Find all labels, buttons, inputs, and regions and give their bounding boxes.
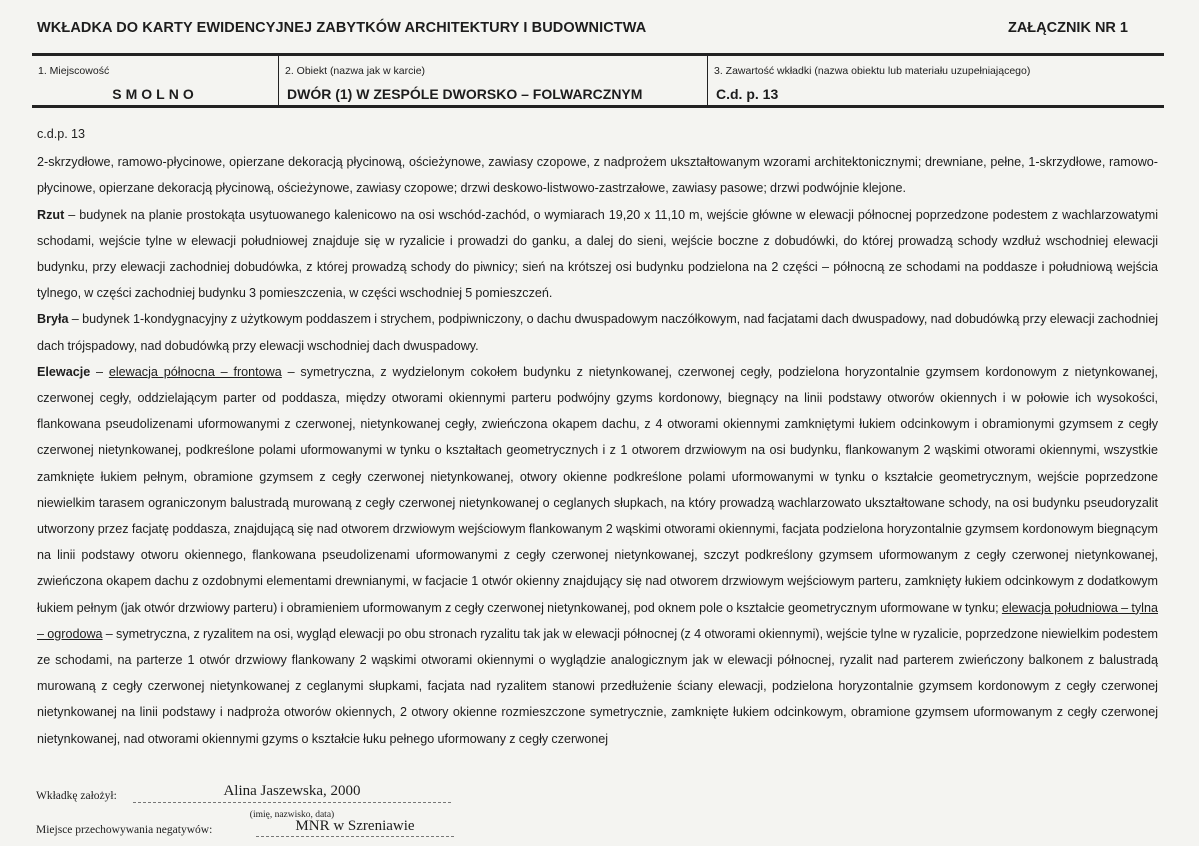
author-caption: (imię, nazwisko, data) bbox=[249, 810, 335, 820]
bryla-heading: Bryła bbox=[37, 312, 69, 327]
field-locality-value: SMOLNO bbox=[112, 86, 198, 102]
bryla-text: – budynek 1-kondygnacyjny z użytkowym poddaszem i strychem, podpiwniczony, o dachu dwuspadowym naczółkowym, nad facjatami dach dwuspadowy, nad dobudówką przy elewacji zachodniej dach trójspadowy, nad dobudówką przy elewacji wschodniej dach dwuspadowy. bbox=[37, 312, 1158, 353]
author-label: Wkładkę założył: bbox=[36, 790, 117, 802]
field-contents-label: 3. Zawartość wkładki (nazwa obiektu lub materiału uzupełniającego) bbox=[714, 65, 1031, 77]
field-object bbox=[278, 56, 707, 105]
elewacje-separator: – bbox=[90, 364, 109, 379]
field-object-label: 2. Obiekt (nazwa jak w karcie) bbox=[285, 65, 426, 77]
north-elevation-text: – symetryczna, z wydzielonym cokołem budynku z nietynkowanej, czerwonej cegły, podzielona horyzontalnie gzymsem kordonowym z nietynkowanej, czerwonej cegły, oddzielającym parter od poddasza, między otworami okiennymi parteru podwójny gzyms kordonowy, biegnący na linii podstawy otworów okiennych i w połowie ich wysokości, flankowana pseudolizenami uformowanymi z czerwonej, nietynkowanej cegły, zwieńczona okapem dachu, z 4 otworami okiennymi zamkniętymi łukiem odcinkowym i obramionymi gzymsem z cegły czerwonej nietynkowanej, podkreślone polami uformowanymi w tynku o kształtach geometrycznych i z 1 otworem drzwiowym na osi budynku, flankowanym 2 wąskimi otworami okiennymi, wszystkie zamknięte łukiem pełnym, obramione gzymsem z cegły czerwonej nietynkowanej, otwory okienne podkreślone polami uformowanymi w tynku o kształcie geometrycznym, wejście poprzedzone niewielkim tarasem ograniczonym balustradą murowaną z cegły czerwonej nietynkowanej o ceglanych słupkach, na który prowadzą wachlarzowato ukształtowane schody, na osi budynku pseudoryzalit utworzony przez facjatę poddasza, znajdującą się nad otworem drzwiowym wejściowym flankowanym 2 wąskimi otworami okiennymi, facjata podzielona horyzontalnie gzymsem kordonowym biegnącym na linii podstawy otworu okiennego, flankowana pseudolizenami uformowanymi z cegły czerwonej nietynkowanej, szczyt podkreślony gzymsem uformowanym z cegły czerwonej nietynkowanej, zwieńczona okapem dachu z ozdobnymi elementami drewnianymi, w facjacie 1 otwór okienny znajdujący się nad otworem drzwiowym wejściowym parteru, zamknięty łukiem odcinkowym z dodatkowym łukiem pełnym (jak otwór drzwiowy parteru) i obramieniem uformowanym z cegły czerwonej nietynkowanej, pod oknem pole o kształcie geometrycznym uformowane w tynku; bbox=[37, 364, 1158, 615]
description-body bbox=[37, 121, 1158, 752]
south-elevation-text: – symetryczna, z ryzalitem na osi, wygląd elewacji po obu stronach ryzalitu tak jak w elewacji północnej (z 4 otworami okiennymi), wejście tylne w ryzalicie, poprzedzone niewielkim podestem ze schodami, na parterze 1 otwór drzwiowy flankowany 2 wąskimi otworami okiennymi o wyglądzie analogicznym jak w elewacji północnej, ryzalit nad parterem zwieńczony balkonem z balustradą murowaną z cegły czerwonej nietynkowanej z ceglanymi słupkami, facjata nad ryzalitem stanowi przedłużenie ściany elewacji, podzielona horyzontalnie gzymsem kordonowym z cegły czerwonej nietynkowanej na linii podstawy i nadproża otworów okiennych, 2 otwory okienne rozmieszczone symetrycznie, zamknięte łukiem odcinkowym, obramione gzymsem uformowanym z cegły czerwonej nietynkowanej, nad otworami okiennymi gzyms o kształcie łuku pełnego uformowany z cegły czerwonej bbox=[37, 626, 1158, 746]
paragraph-bryla bbox=[37, 306, 1158, 358]
storage-dotted-line bbox=[256, 836, 454, 837]
field-contents bbox=[707, 56, 1164, 105]
document-title: WKŁADKA DO KARTY EWIDENCYJNEJ ZABYTKÓW ARCHITEKTURY I BUDOWNICTWA bbox=[37, 20, 647, 36]
section-heading: c.d.p. 13 bbox=[37, 127, 86, 141]
south-elevation-label: elewacja południowa – tylna – ogrodowa bbox=[37, 600, 1158, 641]
storage-label: Miejsce przechowywania negatywów: bbox=[36, 824, 213, 836]
paragraph-doors: 2-skrzydłowe, ramowo-płycinowe, opierzane dekoracją płycinową, ościeżynowe, zawiasy czopowe, z nadprożem ukształtowanym wzorami architektonicznymi; drewniane, pełne, 1-skrzydłowe, ramowo-płycinowe, opierzane dekoracją płycinową, ościeżynowe, zawiasy czopowe; drzwi deskowo-listwowo-zastrzałowe, zawiasy pasowe; drzwi podwójnie klejone. bbox=[37, 155, 1158, 196]
rzut-heading: Rzut bbox=[37, 207, 65, 222]
storage-value: MNR w Szreniawie bbox=[295, 818, 415, 834]
field-locality bbox=[32, 56, 278, 105]
paragraph-elewacje bbox=[37, 359, 1158, 752]
author-dotted-line bbox=[133, 802, 451, 803]
field-contents-value: C.d. p. 13 bbox=[716, 86, 779, 102]
annex-number: ZAŁĄCZNIK NR 1 bbox=[1007, 20, 1128, 36]
rzut-text: – budynek na planie prostokąta usytuowanego kalenicowo na osi wschód-zachód, o wymiarach 19,20 x 11,10 m, wejście główne w elewacji północnej poprzedzone podestem z wachlarzowatymi schodami, wejście tylne w elewacji południowej znajduje się w ryzalicie i prowadzi do ganku, a dalej do sieni, wejście boczne z dobudówki, do której prowadzą schody wzdłuż wschodniej elewacji budynku, przy elewacji zachodniej dobudówka, z której prowadzą schody do piwnicy; sień na krótszej osi budynku podzielona na 2 części – północną ze schodami na poddasze i południową wejścia tylnego, w części zachodniej budynku 3 pomieszczenia, w części wschodniej 5 pomieszczeń. bbox=[37, 207, 1158, 301]
elewacje-heading: Elewacje bbox=[37, 364, 91, 379]
north-elevation-label: elewacja północna – frontowa bbox=[108, 364, 282, 379]
field-object-value: DWÓR (1) W ZESPÓLE DWORSKO – FOLWARCZNYM bbox=[287, 86, 643, 102]
author-value: Alina Jaszewska, 2000 bbox=[223, 783, 361, 799]
paragraph-rzut bbox=[37, 202, 1158, 307]
header-fields-table bbox=[32, 53, 1164, 108]
field-locality-label: 1. Miejscowość bbox=[38, 65, 110, 77]
